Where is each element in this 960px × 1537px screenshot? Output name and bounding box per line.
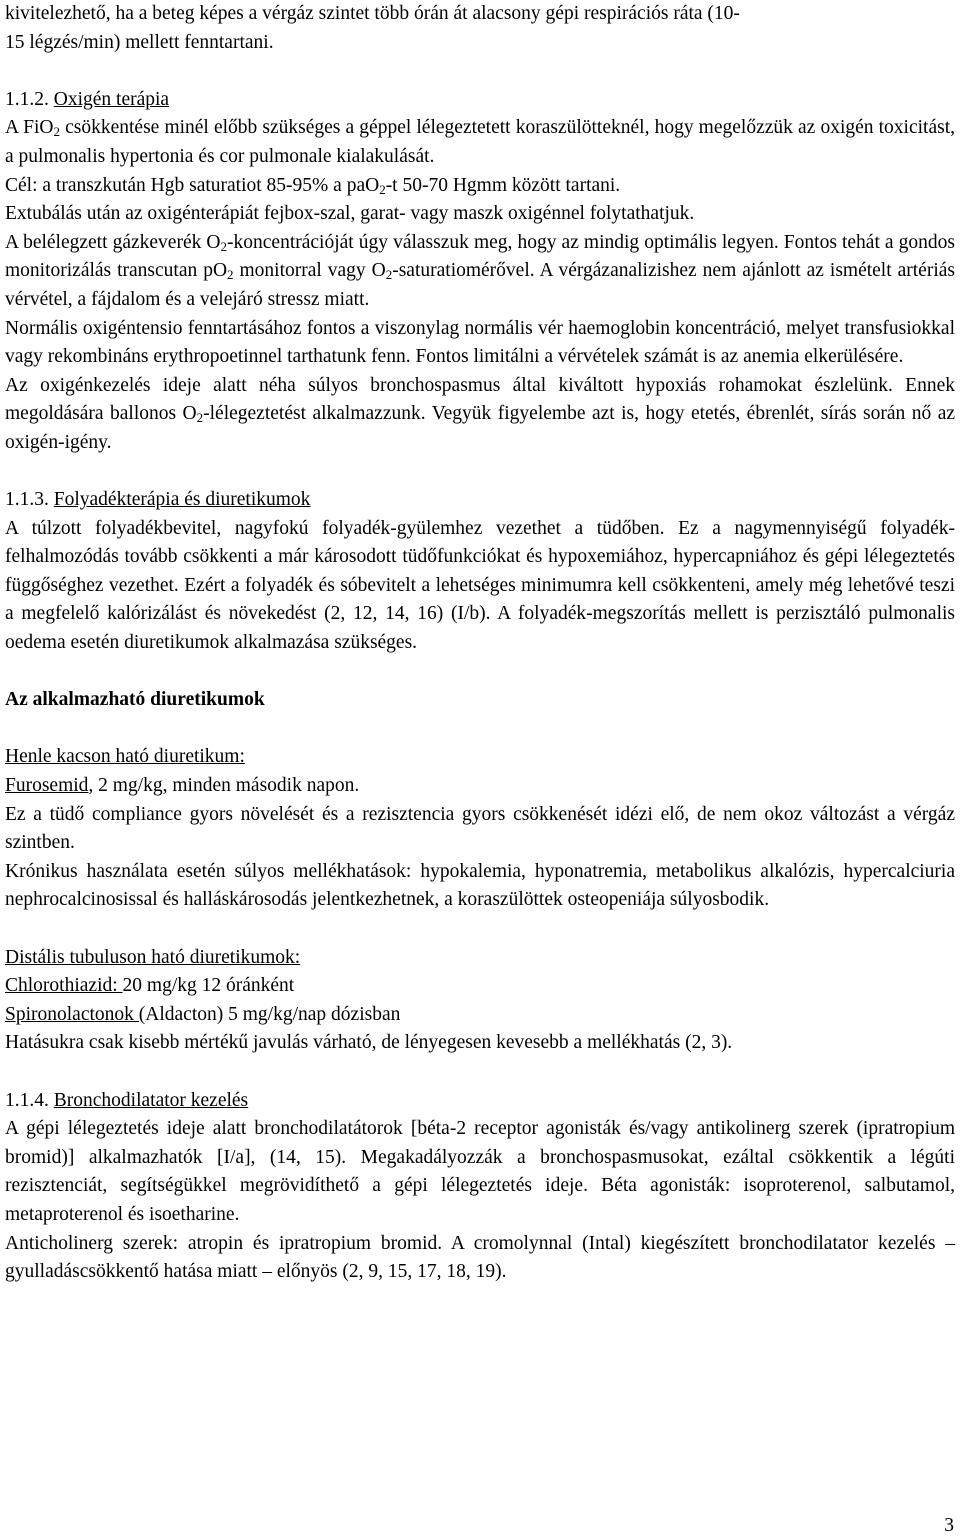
section-113-heading — [5, 486, 955, 515]
chlorothiazid-line: Chlorothiazid: 20 mg/kg 12 óránként — [5, 975, 295, 997]
diuretics-heading: Az alkalmazható diuretikumok — [5, 689, 265, 711]
section-title: Oxigén terápia — [53, 88, 170, 110]
section-title: Bronchodilatator kezelés — [53, 1089, 249, 1111]
section-112-heading — [5, 86, 955, 115]
section-title: Folyadékterápia és diuretikumok — [53, 489, 311, 511]
paragraph: A gépi lélegeztetés ideje alatt bronchodilatátorok [béta-2 receptor agonisták és/vagy antikolinerg szerek (ipratropium bromid)] alkalmazhatók [I/a], (14, 15). Megakadályozzák a bronchospasmusokat, ezáltal csökkentik a légúti rezisztenciát, segítségükkel megrövidíthető a gépi lélegeztetés ideje. Béta agonisták: isoproterenol, salbutamol, metaproterenol és isoetharine. — [5, 1118, 955, 1225]
paragraph: Hatásukra csak kisebb mértékű javulás várható, de lényegesen kevesebb a mellékhatás (2, 3). — [5, 1032, 733, 1054]
paragraph: Cél: a transzkután Hgb saturatiot 85-95% a paO$_2$-t 50-70 Hgmm között tartani. — [5, 174, 621, 197]
section-number: 1.1.3. — [5, 489, 49, 511]
paragraph: Ez a tüdő compliance gyors növelését és a rezisztencia gyors csökkenését idézi elő, de nem okoz változást a vérgáz szintben. — [5, 803, 955, 854]
paragraph: A túlzott folyadékbevitel, nagyfokú folyadék-gyülemhez vezethet a tüdőben. Ez a nagymennyiségű folyadék-felhalmozódás tovább csökkenti a már károsodott tüdőfunkciókat és hypoxemiához, hypercapniához és gépi lélegeztetés függőséghez vezethet. Ezért a folyadék és sóbevitelt a lehetséges minimumra kell csökkenteni, amely még lehetővé teszi a megfelelő kalórizálást és növekedést (2, 12, 14, 16) (I/b). A folyadék-megszorítás mellett is perzisztáló pulmonalis oedema esetén diuretikumok alkalmazása szükséges. — [5, 517, 955, 654]
paragraph: Normális oxigéntensio fenntartásához fontos a viszonylag normális vér haemoglobin koncentráció, melyet transfusiokkal vagy rekombináns erythropoetinnel tarthatunk fenn. Fontos limitálni a vérvételek számát is az anemia elkerülésére. — [5, 317, 955, 368]
page-number: 3 — [944, 1515, 954, 1536]
paragraph: A belélegzett gázkeverék $O_2$-koncentrációját úgy válasszuk meg, hogy az mindig optimális legyen. Fontos tehát a gondos monitorizálás transcutan $pO_2$ monitorral vagy $O_2$-saturatiomérővel. A vérgázanalizishez nem ajánlott az ismételt artériás vérvétel, a fájdalom és a velejáró stressz miatt. — [5, 231, 955, 310]
paragraph: A FiO$_2$ csökkentése minél előbb szükséges a géppel lélegeztetett koraszülötteknél, hogy megelőzzük az oxigén toxicitást, a pulmonalis hypertonia és cor pulmonale kialakulását. — [5, 117, 955, 167]
paragraph: Krónikus használata esetén súlyos mellékhatások: hypokalemia, hyponatremia, metabolikus alkalózis, hypercalciuria nephrocalcinosissal és halláskárosodás jelentkezhetnek, a koraszülöttek osteopeniája súlyosbodik. — [5, 860, 955, 911]
document-page — [5, 0, 955, 1287]
paragraph: Az oxigénkezelés ideje alatt néha súlyos bronchospasmus által kiváltott hypoxiás rohamokat észlelünk. Ennek megoldására ballonos $O_2$-lélegeztetést alkalmazzunk. Vegyük figyelembe azt is, hogy etetés, ébrenlét, sírás során nő az oxigén-igény. — [5, 374, 955, 453]
paragraph: Anticholinerg szerek: atropin és ipratropium bromid. A cromolynnal (Intal) kiegészített bronchodilatator kezelés – gyulladáscsökkentő hatása miatt – előnyös (2, 9, 15, 17, 18, 19). — [5, 1232, 955, 1283]
spironolacton-line: Spironolactonok (Aldacton) 5 mg/kg/nap dózisban — [5, 1003, 401, 1025]
section-number: 1.1.4. — [5, 1089, 49, 1111]
distal-subheading: Distális tubuluson ható diuretikumok: — [5, 946, 301, 968]
section-114-heading — [5, 1087, 955, 1116]
henle-subheading: Henle kacson ható diuretikum: — [5, 746, 245, 768]
intro-paragraph: kivitelezhető, ha a beteg képes a vérgáz szintet több órán át alacsony gépi respirációs ráta (10- 15 légzés/min) mellett fenntartani. — [5, 3, 740, 53]
furosemid-line: Furosemid, 2 mg/kg, minden második napon. — [5, 775, 360, 797]
paragraph: Extubálás után az oxigénterápiát fejbox-szal, garat- vagy maszk oxigénnel folytathatjuk. — [5, 203, 695, 225]
section-number: 1.1.2. — [5, 88, 49, 110]
